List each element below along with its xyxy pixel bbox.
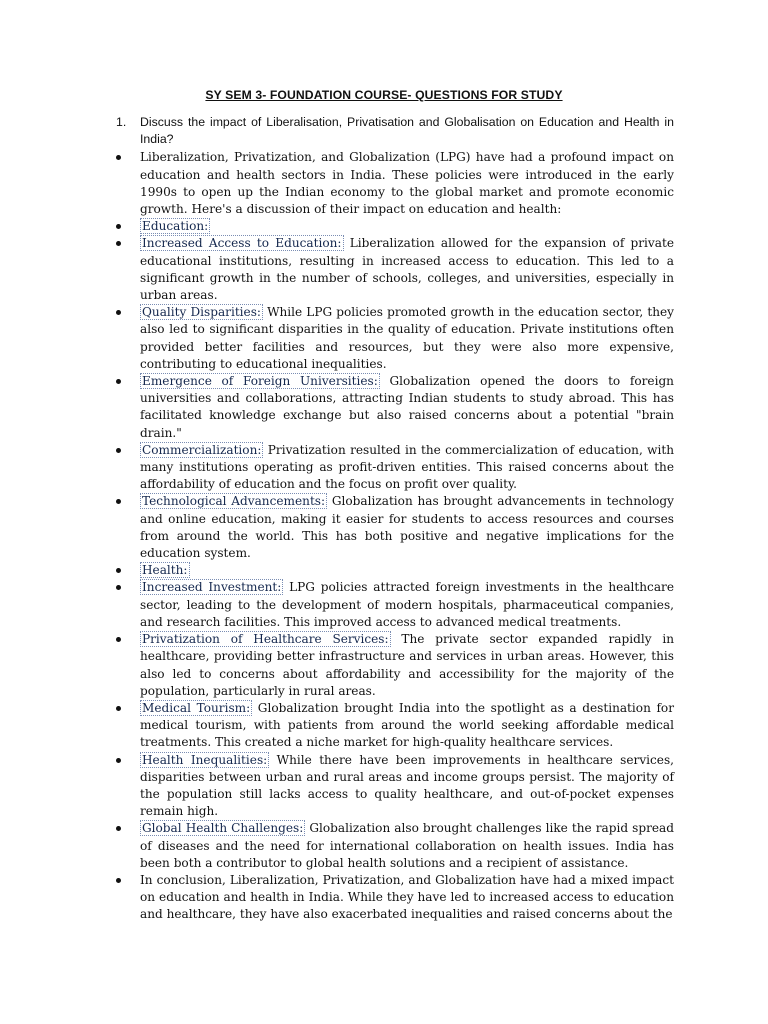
item-text: The private sector expanded rapidly in healthcare, providing better infrastructure and services in urban areas. However, this also led to concerns about affordability and accessibility for the majority of the population, particularly in rural areas. xyxy=(140,632,674,698)
bullet-icon xyxy=(116,448,121,453)
item-label: Increased Access to Education: xyxy=(142,236,342,251)
page-title: SY SEM 3- FOUNDATION COURSE- QUESTIONS FOR STUDY xyxy=(205,88,563,102)
list-item-global-health-challenges xyxy=(116,820,674,872)
item-text: While LPG policies promoted growth in the education sector, they also led to significant disparities in the quality of education. Private institutions often provided better facilities and resources, but they were also more expensive, contributing to educational inequalities. xyxy=(140,305,674,371)
item-label: Privatization of Healthcare Services: xyxy=(142,632,389,647)
item-text: LPG policies attracted foreign investments in the healthcare sector, leading to the development of modern hospitals, pharmaceutical companies, and research facilities. This improved access to advanced medical treatments. xyxy=(140,580,674,629)
bullet-icon xyxy=(116,241,121,246)
item-label: Health Inequalities: xyxy=(142,752,268,767)
list-item-education-heading xyxy=(116,218,674,235)
list-item-quality-disparities xyxy=(116,304,674,373)
bullet-icon xyxy=(116,499,121,504)
bullet-icon xyxy=(116,878,121,883)
question-text: Discuss the impact of Liberalisation, Privatisation and Globalisation on Education and Health in India? xyxy=(140,115,674,147)
list-item-commercialization xyxy=(116,442,674,494)
list-item-health-inequalities xyxy=(116,752,674,821)
item-label: Medical Tourism: xyxy=(142,700,251,715)
item-text: Privatization resulted in the commercialization of education, with many institutions operating as profit-driven entities. This raised concerns about the affordability of education and the focus on profit over quality. xyxy=(140,442,674,492)
item-text: Liberalization allowed for the expansion of private educational institutions, resulting in increased access to education. This led to a significant growth in the number of schools, colleges, and universities, especially in urban areas. xyxy=(140,236,674,303)
question-item xyxy=(116,114,674,148)
list-item-increased-investment xyxy=(116,579,674,631)
item-label: Health: xyxy=(142,563,188,578)
item-text: While there have been improvements in healthcare services, disparities between urban and rural areas and income groups persist. The majority of the population still lacks access to quality healthcare, and out-of-pocket expenses remain high. xyxy=(140,752,675,819)
item-label: Global Health Challenges: xyxy=(142,821,304,836)
item-label: Technological Advancements: xyxy=(142,494,326,509)
bullet-icon xyxy=(116,637,121,642)
item-label: Quality Disparities: xyxy=(142,305,261,320)
question-number: 1. xyxy=(116,115,127,129)
document-body xyxy=(116,114,674,924)
bullet-icon xyxy=(116,585,121,590)
bullet-icon xyxy=(116,826,121,831)
bullet-icon xyxy=(116,310,121,315)
list-item-intro xyxy=(116,149,674,218)
bullet-icon xyxy=(116,706,121,711)
list-item-increased-access xyxy=(116,235,674,304)
list-item-foreign-universities xyxy=(116,373,674,442)
item-label: Education: xyxy=(142,219,209,234)
item-label: Increased Investment: xyxy=(142,580,282,595)
list-item-medical-tourism xyxy=(116,700,674,752)
bullet-icon xyxy=(116,379,121,384)
item-text: In conclusion, Liberalization, Privatization, and Globalization have had a mixed impact on education and health in India. While they have led to increased access to education and healthcare, they have also exacerbated inequalities and raised concerns about the xyxy=(140,872,674,922)
item-text: Globalization also brought challenges like the rapid spread of diseases and the need for international collaboration on health issues. India has been both a contributor to global health solutions and a recipient of assistance. xyxy=(140,821,674,870)
list-item-technological-advancements xyxy=(116,493,674,562)
list-item-privatization-healthcare xyxy=(116,631,674,700)
list-item-conclusion xyxy=(116,872,674,924)
item-label: Commercialization: xyxy=(142,442,262,457)
list-item-health-heading xyxy=(116,562,674,579)
item-label: Emergence of Foreign Universities: xyxy=(142,374,378,389)
bullet-icon xyxy=(116,155,121,160)
item-text: Globalization has brought advancements in technology and online education, making it easier for students to access resources and courses from around the world. This has both positive and negative implications for the education system. xyxy=(140,494,674,561)
item-text: Globalization brought India into the spotlight as a destination for medical tourism, with patients from around the world seeking affordable medical treatments. This created a niche market for high-quality healthcare services. xyxy=(140,700,674,750)
bullet-icon xyxy=(116,758,121,763)
item-text: Globalization opened the doors to foreign universities and collaborations, attracting Indian students to study abroad. This has facilitated knowledge exchange but also raised concerns about a potential "brain drain." xyxy=(140,374,674,440)
bullet-icon xyxy=(116,568,121,573)
item-text: Liberalization, Privatization, and Globalization (LPG) have had a profound impact on education and health sectors in India. These policies were introduced in the early 1990s to open up the Indian economy to the global market and promote economic growth. Here's a discussion of their impact on education and health: xyxy=(140,150,674,217)
bullet-icon xyxy=(116,224,121,229)
